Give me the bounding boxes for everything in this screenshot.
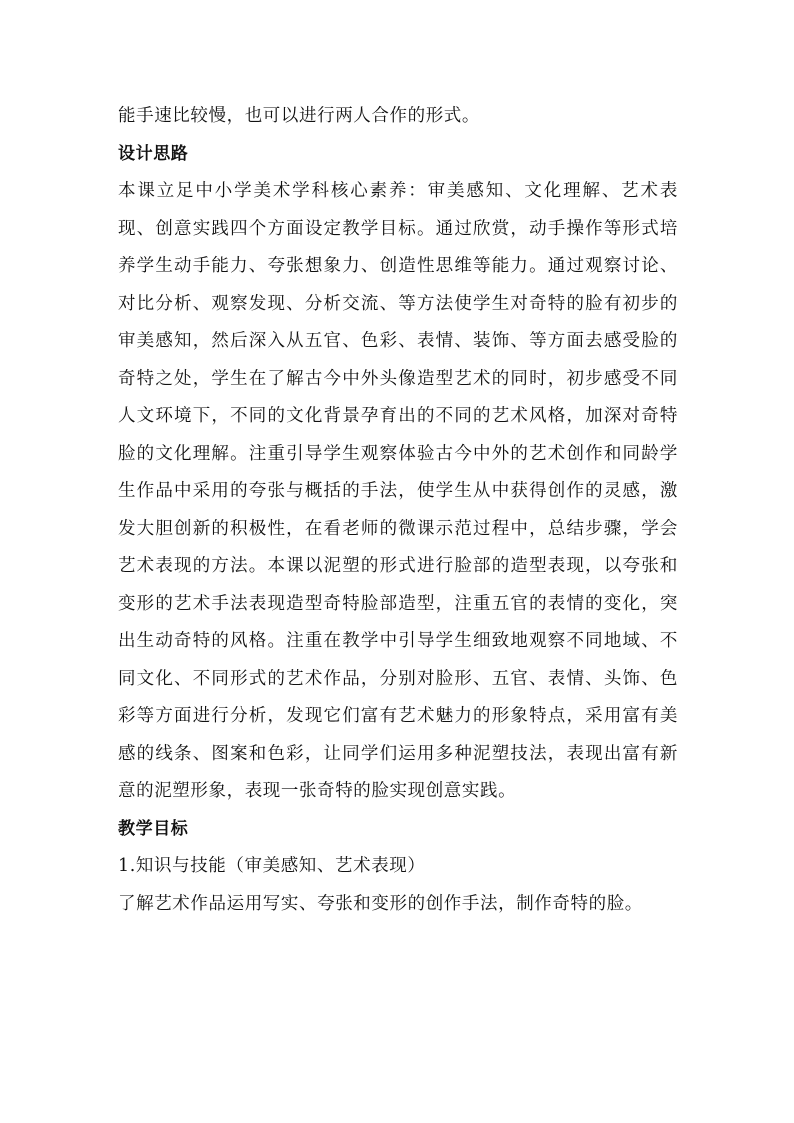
paragraph-continuation: 能手速比较慢，也可以进行两人合作的形式。 xyxy=(118,106,480,126)
goal-1-text: 了解艺术作品运用写实、夸张和变形的创作手法，制作奇特的脸。 xyxy=(118,893,643,914)
paragraph-design-ideas: 本课立足中小学美术学科核心素养：审美感知、文化理解、艺术表现、创意实践四个方面设定教学目标。通过欣赏，动手操作等形式培养学生动手能力、夸张想象力、创造性思维等能力。通过观察讨论、对比分析、观察发现、分析交流、等方法使学生对奇特的脸有初步的审美感知，然后深入从五官、色彩、表情、装饰、等方面去感受脸的奇特之处，学生在了解古今中外头像造型艺术的同时，初步感受不同人文环境下，不同的文化背景孕育出的不同的艺术风格，加深对奇特脸的文化理解。注重引导学生观察体验古今中外的艺术创作和同龄学生作品中采用的夸张与概括的手法，使学生从中获得创作的灵感，激发大胆创新的积极性，在看老师的微课示范过程中，总结步骤，学会艺术表现的方法。本课以泥塑的形式进行脸部的造型表现，以夸张和变形的艺术手法表现造型奇特脸部造型，注重五官的表情的变化，突出生动奇特的风格。注重在教学中引导学生细致地观察不同地域、不同文化、不同形式的艺术作品，分别对脸形、五官、表情、头饰、色彩等方面进行分析，发现它们富有艺术魅力的形象特点，采用富有美感的线条、图案和色彩，让同学们运用多种泥塑技法，表现出富有新意的泥塑形象，表现一张奇特的脸实现创意实践。 xyxy=(118,181,678,801)
document-body xyxy=(118,98,678,923)
heading-teaching-goals: 教学目标 xyxy=(118,818,189,839)
heading-design-ideas: 设计思路 xyxy=(118,143,189,164)
goal-1-title: 1.知识与技能（审美感知、艺术表现） xyxy=(118,856,426,876)
